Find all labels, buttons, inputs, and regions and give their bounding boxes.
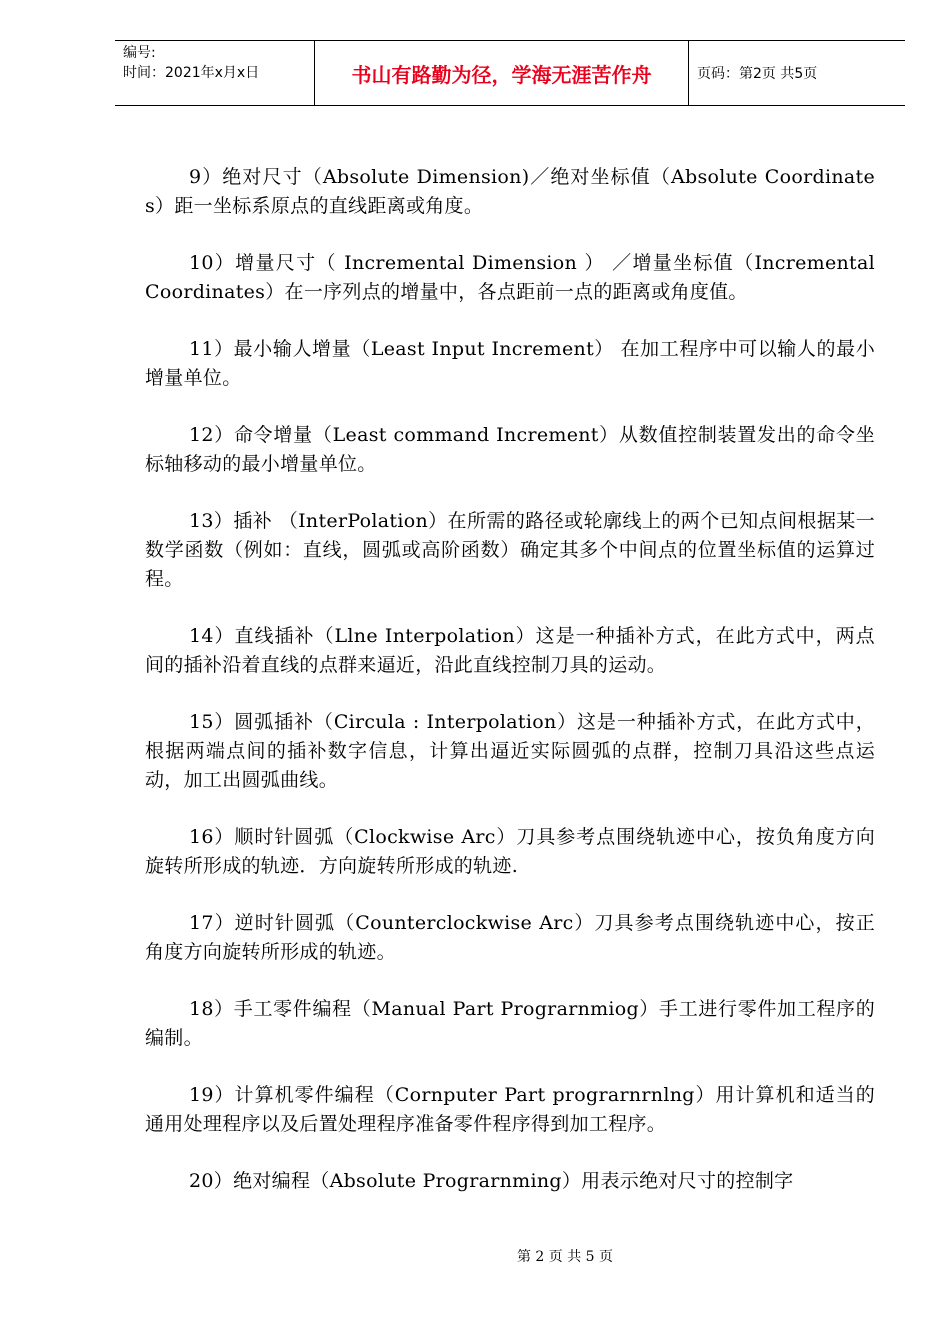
paragraph-12: 12）命令增量（Least command Increment）从数值控制装置发出的命令坐标轴移动的最小增量单位。 xyxy=(145,424,875,475)
header-meta xyxy=(115,41,315,105)
paragraph-13: 13）插补 （InterPolation）在所需的路径或轮廓线上的两个已知点间根据某一数学函数（例如：直线，圆弧或高阶函数）确定其多个中间点的位置坐标值的运算过程。 xyxy=(145,510,875,590)
paragraph-16: 16）顺时针圆弧（Clockwise Arc）刀具参考点围绕轨迹中心，按负角度方向旋转所形成的轨迹．方向旋转所形成的轨迹. xyxy=(145,826,875,877)
header-number-label: 编号: xyxy=(123,45,156,61)
paragraph-20: 20）绝对编程（Absolute Prograrnming）用表示绝对尺寸的控制字 xyxy=(189,1170,794,1192)
header-page-label: 页码：第2页 共5页 xyxy=(697,66,818,82)
page-footer: 第 2 页 共 5 页 xyxy=(516,1249,614,1265)
header-motto: 书山有路勤为径，学海无涯苦作舟 xyxy=(315,41,689,105)
paragraph-11: 11）最小输人增量（Least Input Increment） 在加工程序中可以输人的最小增量单位。 xyxy=(145,338,875,389)
paragraph-10: 10）增量尺寸（ Incremental Dimension ） ／增量坐标值（Incremental Coordinates）在一序列点的增量中，各点距前一点的距离或角度值。 xyxy=(145,252,875,303)
paragraph-18: 18）手工零件编程（Manual Part Prograrnmiog）手工进行零件加工程序的编制。 xyxy=(145,998,875,1049)
paragraph-15: 15）圆弧插补（Circula : Interpolation）这是一种插补方式，在此方式中，根据两端点间的插补数字信息，计算出逼近实际圆弧的点群，控制刀具沿这些点运动，加工出圆弧曲线。 xyxy=(145,711,875,791)
page-header xyxy=(115,40,905,106)
header-time-label: 时间：2021年x月x日 xyxy=(123,65,260,81)
paragraph-19: 19）计算机零件编程（Cornputer Part prograrnrnlng）用计算机和适当的通用处理程序以及后置处理程序准备零件程序得到加工程序。 xyxy=(145,1084,875,1135)
document-body xyxy=(145,163,875,1224)
paragraph-9: 9）绝对尺寸（Absolute Dimension)／绝对坐标值（Absolute Coordinates）距一坐标系原点的直线距离或角度。 xyxy=(145,166,875,217)
paragraph-14: 14）直线插补（Llne Interpolation）这是一种插补方式，在此方式中，两点间的插补沿着直线的点群来逼近，沿此直线控制刀具的运动。 xyxy=(145,625,875,676)
paragraph-17: 17）逆时针圆弧（Counterclockwise Arc）刀具参考点围绕轨迹中心，按正角度方向旋转所形成的轨迹。 xyxy=(145,912,875,963)
